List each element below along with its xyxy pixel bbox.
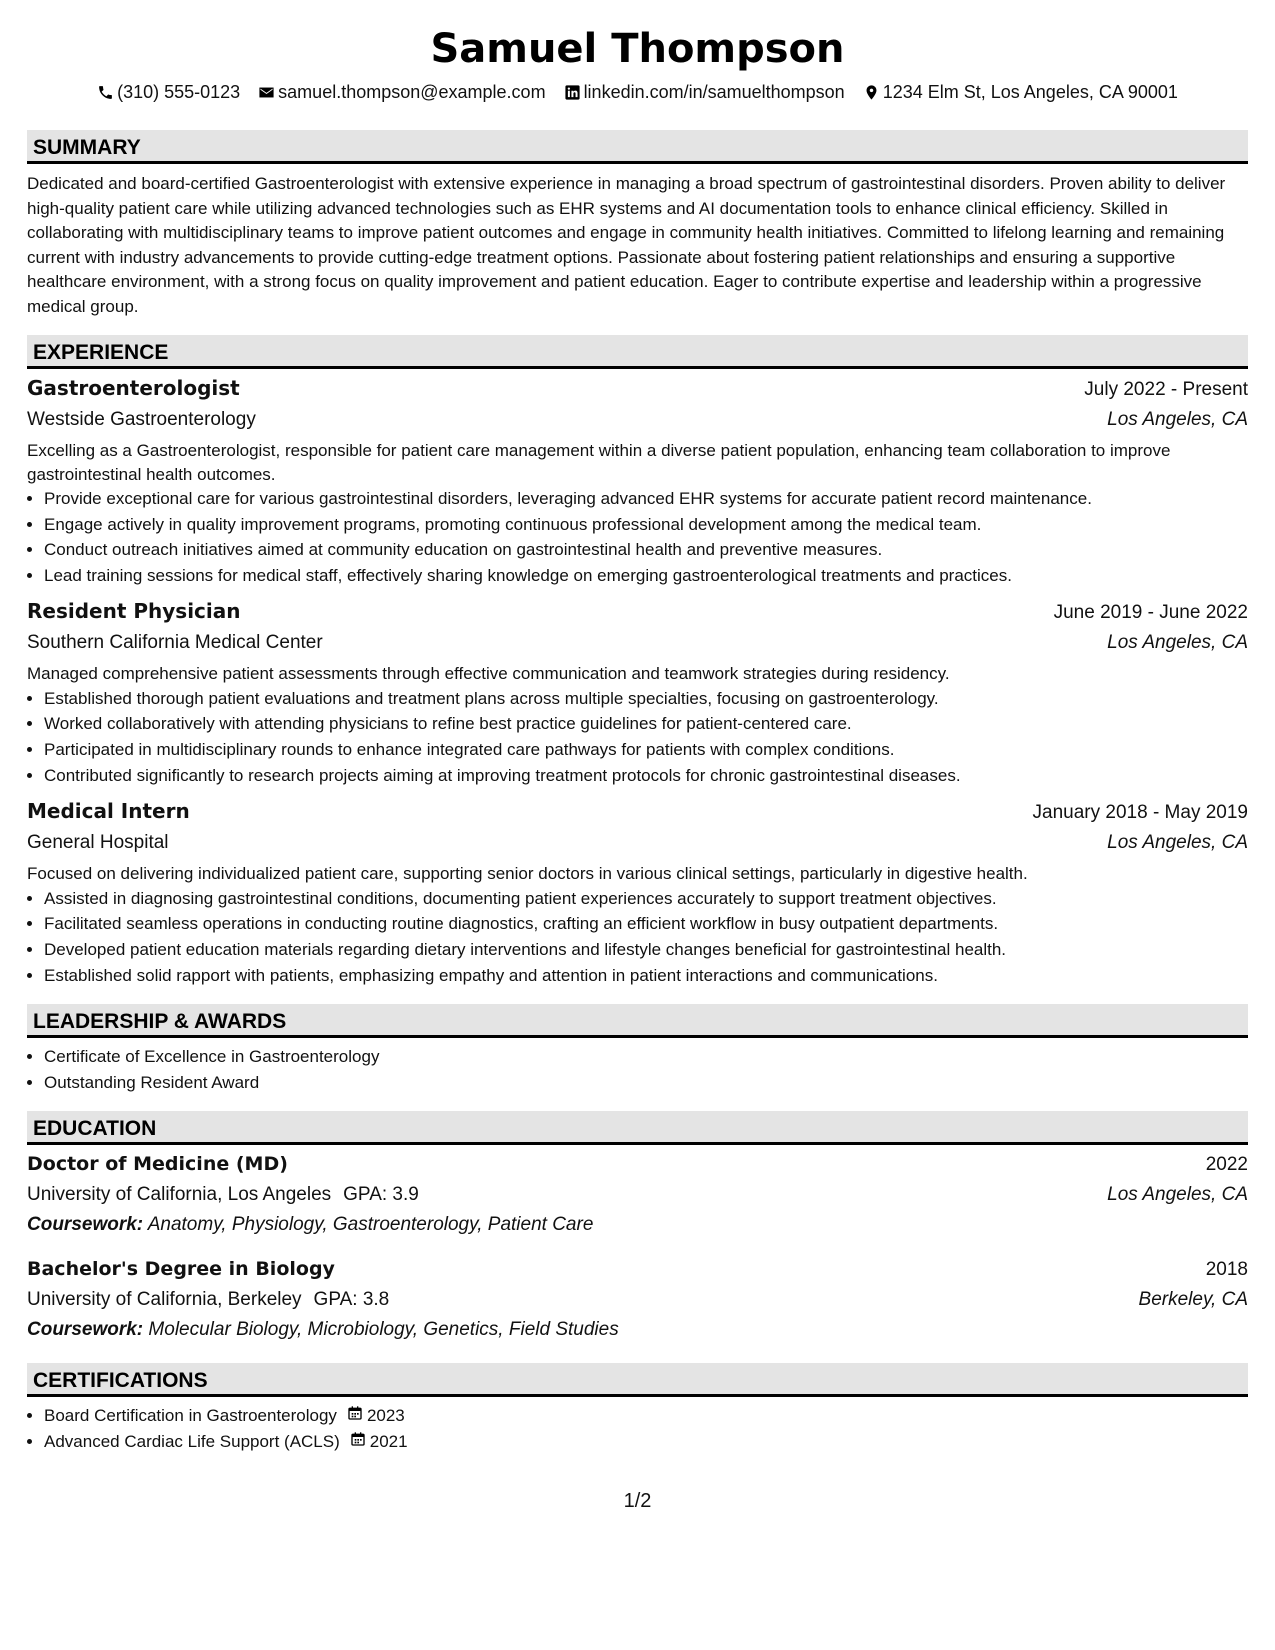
degree-title: Bachelor's Degree in Biology — [27, 1258, 335, 1281]
list-item: • Facilitated seamless operations in conducting routine diagnostics, crafting an efficient workflow in busy outpatient departments. — [44, 911, 1248, 937]
job-location: Los Angeles, CA — [1107, 409, 1248, 430]
list-item: • Established thorough patient evaluations and treatment plans across multiple specialties, focusing on gastroenterology. — [44, 686, 1248, 712]
phone-text: (310) 555-0123 — [117, 82, 241, 102]
list-item: • Assisted in diagnosing gastrointestinal conditions, documenting patient experiences accurately to support treatment objectives. — [44, 886, 1248, 912]
job-dates: January 2018 - May 2019 — [1032, 802, 1248, 824]
list-item: • Certificate of Excellence in Gastroenterology — [44, 1044, 1248, 1070]
awards-heading: LEADERSHIP & AWARDS — [27, 1004, 1248, 1038]
degree-title: Doctor of Medicine (MD) — [27, 1153, 288, 1176]
calendar-icon — [337, 1403, 367, 1429]
school-location: Los Angeles, CA — [1107, 1184, 1248, 1206]
coursework-list: Molecular Biology, Microbiology, Genetics, Field Studies — [148, 1319, 619, 1341]
linkedin-icon — [564, 84, 581, 101]
job-company: Westside Gastroenterology — [27, 409, 256, 430]
job-description: Focused on delivering individualized patient care, supporting senior doctors in various clinical settings, particularly in digestive health. — [27, 864, 1028, 884]
job-description: Managed comprehensive patient assessments through effective communication and teamwork strategies during residency. — [27, 664, 950, 684]
page-number: 1/2 — [623, 1490, 652, 1512]
job-entry — [27, 596, 1248, 788]
job-bullets — [27, 686, 1248, 788]
list-item: • Engage actively in quality improvement programs, promoting continuous professional development among the medical team. — [44, 512, 1248, 538]
gpa: GPA: 3.8 — [313, 1289, 390, 1311]
contact-phone — [97, 80, 240, 104]
coursework-label: Coursework: — [27, 1319, 144, 1341]
job-description: Excelling as a Gastroenterologist, responsible for patient care management within a diverse patient population, enhancing team collaboration to improve gastrointestinal health outcomes. — [27, 441, 1171, 484]
linkedin-link[interactable]: linkedin.com/in/samuelthompson — [583, 82, 845, 102]
school-location: Berkeley, CA — [1138, 1289, 1248, 1311]
job-location: Los Angeles, CA — [1107, 832, 1248, 854]
coursework-list: Anatomy, Physiology, Gastroenterology, Patient Care — [147, 1214, 594, 1236]
school-name: University of California, Berkeley — [27, 1289, 302, 1311]
list-item: • Developed patient education materials regarding dietary interventions and lifestyle changes beneficial for gastrointestinal health. — [44, 937, 1248, 963]
awards-section — [27, 1004, 1248, 1095]
summary-heading: SUMMARY — [27, 130, 1248, 164]
job-location: Los Angeles, CA — [1107, 632, 1248, 654]
job-company: Southern California Medical Center — [27, 632, 323, 654]
list-item: • Contributed significantly to research projects aiming at improving treatment protocols for chronic gastrointestinal diseases. — [44, 763, 1248, 789]
address-text: 1234 Elm St, Los Angeles, CA 90001 — [882, 82, 1178, 102]
certifications-section — [27, 1363, 1248, 1454]
envelope-icon — [258, 84, 275, 101]
education-entry — [27, 1254, 1248, 1345]
list-item: • Participated in multidisciplinary rounds to enhance integrated care pathways for patients with complex conditions. — [44, 737, 1248, 763]
certification-name: • Board Certification in Gastroenterology — [44, 1406, 337, 1426]
job-dates: July 2022 - Present — [1084, 379, 1248, 400]
contact-address — [863, 80, 1178, 104]
summary-section — [27, 130, 1248, 319]
awards-list — [27, 1044, 1248, 1095]
job-title: Gastroenterologist — [27, 376, 240, 400]
candidate-name: Samuel Thompson — [430, 26, 845, 72]
school-name: University of California, Los Angeles — [27, 1184, 332, 1206]
map-pin-icon — [863, 84, 880, 101]
job-title: Resident Physician — [27, 599, 241, 624]
list-item: • Lead training sessions for medical staff, effectively sharing knowledge on emerging gastroenterological treatments and practices. — [44, 563, 1248, 589]
contact-linkedin — [564, 80, 845, 104]
list-item: • Outstanding Resident Award — [44, 1070, 1248, 1096]
list-item — [44, 1403, 1248, 1429]
summary-text: Dedicated and board-certified Gastroenterologist with extensive experience in managing a broad spectrum of gastrointestinal disorders. Proven ability to deliver high-quality patient care while utilizing advanced technologies such as EHR systems and AI documentation tools to enhance clinical efficiency. Skilled in collaborating with multidisciplinary teams to improve patient outcomes and engage in community health initiatives. Committed to lifelong learning and remaining current with industry advancements to provide cutting-edge treatment options. Passionate about fostering patient relationships and ensuring a supportive healthcare environment, with a strong focus on quality improvement and patient education. Eager to contribute expertise and leadership within a progressive medical group. — [27, 174, 1226, 316]
job-title: Medical Intern — [27, 799, 190, 824]
certification-year: 2023 — [366, 1406, 405, 1426]
experience-heading: EXPERIENCE — [27, 335, 1248, 369]
phone-icon — [97, 84, 114, 101]
job-dates: June 2019 - June 2022 — [1053, 602, 1248, 624]
contact-bar — [27, 80, 1248, 104]
coursework — [27, 1315, 1248, 1345]
contact-email — [258, 80, 545, 104]
list-item: • Provide exceptional care for various gastrointestinal disorders, leveraging advanced EHR systems for accurate patient record maintenance. — [44, 486, 1248, 512]
school-line — [27, 1285, 389, 1315]
list-item: • Worked collaboratively with attending physicians to refine best practice guidelines for patient-centered care. — [44, 711, 1248, 737]
certification-year: 2021 — [369, 1431, 408, 1451]
certifications-heading: CERTIFICATIONS — [27, 1363, 1248, 1397]
job-entry — [27, 796, 1248, 988]
email-link[interactable]: samuel.thompson@example.com — [278, 82, 546, 102]
graduation-year: 2018 — [1205, 1259, 1248, 1281]
calendar-icon — [340, 1429, 370, 1455]
list-item — [44, 1429, 1248, 1455]
job-bullets — [27, 486, 1248, 588]
certifications-list — [27, 1403, 1248, 1454]
experience-section — [27, 335, 1248, 988]
education-section — [27, 1111, 1248, 1345]
gpa: GPA: 3.9 — [343, 1184, 419, 1206]
job-bullets — [27, 886, 1248, 988]
certification-name: • Advanced Cardiac Life Support (ACLS) — [44, 1431, 340, 1451]
coursework-label: Coursework: — [27, 1214, 144, 1236]
school-line — [27, 1180, 419, 1210]
list-item: • Established solid rapport with patients, emphasizing empathy and attention in patient interactions and communications. — [44, 963, 1248, 989]
graduation-year: 2022 — [1205, 1154, 1248, 1176]
education-heading: EDUCATION — [27, 1111, 1248, 1145]
coursework — [27, 1210, 1248, 1240]
education-entry — [27, 1149, 1248, 1240]
job-company: General Hospital — [27, 832, 169, 854]
list-item: • Conduct outreach initiatives aimed at community education on gastrointestinal health and preventive measures. — [44, 537, 1248, 563]
job-entry — [27, 373, 1248, 588]
